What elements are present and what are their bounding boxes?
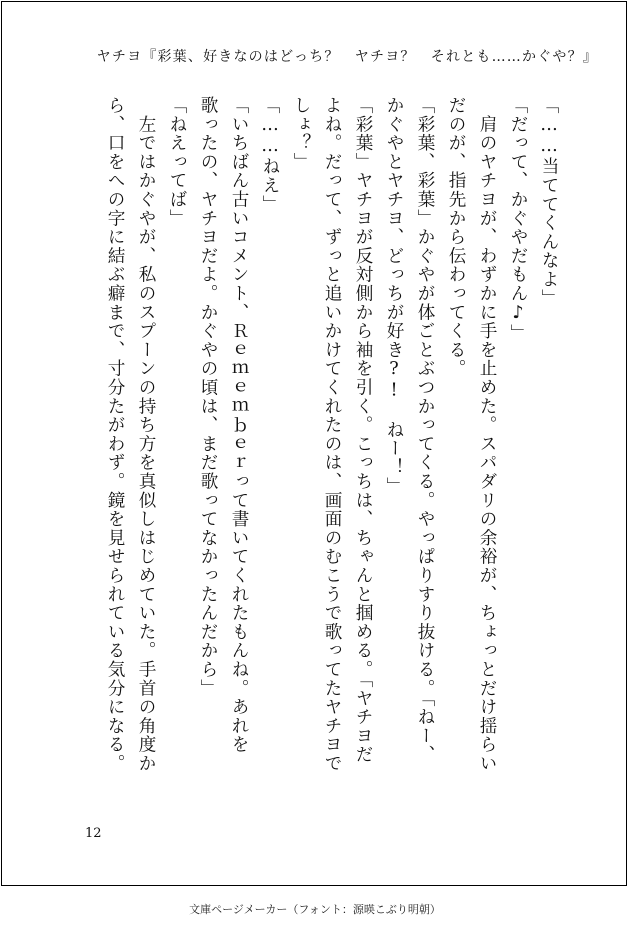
- page-frame: [1, 1, 627, 886]
- text-line: 「いちばん古いコメント、Ｒｅｍｅｍｂｅｒって書いてくれたもんね。あれを: [229, 96, 249, 754]
- text-line: 「ねえってば」: [167, 96, 187, 228]
- text-line: しょ？」: [291, 96, 311, 172]
- footer-credit: 文庫ページメーカー（フォント：源暎こぶり明朝）: [189, 903, 441, 916]
- text-line: 「……当ててくんなよ」: [539, 96, 559, 308]
- text-line: 左ではかぐやが、私のスプーンの持ち方を真似しはじめていた。手首の角度か: [136, 96, 156, 773]
- text-line: ら、口をへの字に結ぶ癖まで、寸分たがわず。鏡を見せられている気分になる。: [105, 96, 125, 773]
- text-line: 「彩葉、彩葉」かぐやが体ごとぶつかってくる。やっぱりすり抜ける。「ねー、: [415, 96, 435, 764]
- text-line: かぐやとヤチヨ、どっちが好き?! ねー！」: [384, 96, 404, 496]
- running-head: ヤチヨ『彩葉、好きなのはどっち？ ヤチヨ？ それとも……かぐや？』: [96, 49, 598, 65]
- text-line: 肩のヤチヨが、わずかに手を止めた。スパダリの余裕が、ちょっとだけ揺らい: [477, 96, 497, 773]
- text-line: だのが、指先から伝わってくる。: [446, 96, 466, 378]
- text-line: よね。だって、ずっと追いかけてくれたのは、画面のむこうで歌ってたヤチヨで: [322, 96, 342, 773]
- text-line: 「彩葉」ヤチヨが反対側から袖を引く。こっちは、ちゃんと掴める。「ヤチヨだ: [353, 96, 373, 764]
- text-line: 歌ったの、ヤチヨだよ。かぐやの頃は、まだ歌ってなかったんだから」: [198, 96, 218, 698]
- text-line: 「……ねえ」: [260, 96, 280, 214]
- page-number: 12: [85, 826, 102, 841]
- body-text: [16, 96, 626, 816]
- text-line: 「だって、かぐやだもん♪」: [508, 96, 528, 343]
